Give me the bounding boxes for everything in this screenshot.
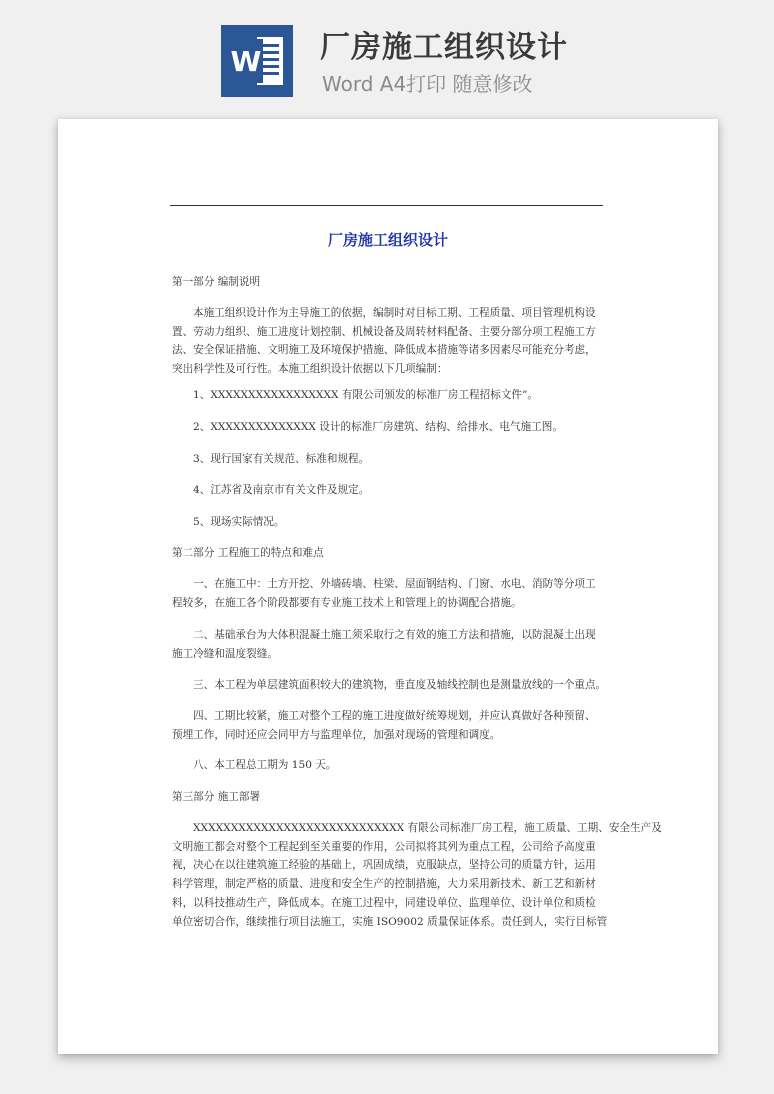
paragraph-line: 突出科学性及可行性。本施工组织设计依据以下几项编制： <box>172 363 448 376</box>
paragraph-line: 置、劳动力组织、施工进度计划控制、机械设备及周转材料配备、主要分部分项工程施工方 <box>172 325 596 338</box>
header-rule <box>170 205 603 206</box>
svg-text:W: W <box>230 45 262 78</box>
paragraph-line: 二、基础承台为大体积混凝土施工须采取行之有效的施工方法和措施，以防混凝土出现 <box>193 629 596 641</box>
paragraph-line: 预埋工作，同时还应会同甲方与监理单位，加强对现场的管理和调度。 <box>172 728 501 741</box>
basis-item: 1、XXXXXXXXXXXXXXXXX 有限公司颁发的标准厂房工程招标文件”。 <box>193 389 539 401</box>
part2-paragraph-2 <box>172 626 602 663</box>
paragraph-line: 程较多，在施工各个阶段都要有专业施工技术上和管理上的协调配合措施。 <box>172 596 522 609</box>
part2-heading: 第二部分 工程施工的特点和难点 <box>172 547 324 559</box>
part2-paragraph-1 <box>172 575 602 612</box>
watermark: ​ <box>88 502 108 526</box>
part2-paragraph-3 <box>172 676 607 695</box>
paragraph-line: 八、本工程总工期为 150 天。 <box>193 759 337 771</box>
part1-heading: 第一部分 编制说明 <box>172 276 261 288</box>
paragraph-line: 科学管理，制定严格的质量、进度和安全生产的控制措施，大力采用新技术、新工艺和新材 <box>172 878 596 891</box>
basis-item: 4、江苏省及南京市有关文件及规定。 <box>193 484 370 496</box>
paragraph-line: 文明施工都会对整个工程起到至关重要的作用，公司拟将其列为重点工程，公司给予高度重 <box>172 840 596 853</box>
paragraph-line: 单位密切合作，继续推行项目法施工，实施 ISO9002 质量保证体系。责任到人，实行目标管 <box>172 915 608 928</box>
part3-paragraph <box>172 819 662 931</box>
paragraph-line: 一、在施工中：土方开挖、外墙砖墙、柱梁、屋面钢结构、门窗、水电、消防等分项工 <box>193 578 596 590</box>
part1-paragraph <box>172 304 602 379</box>
paragraph-line: 视，决心在以往建筑施工经验的基础上，巩固成绩，克服缺点，坚持公司的质量方针，运用 <box>172 859 596 872</box>
paragraph-line: 四、工期比较紧，施工对整个工程的施工进度做好统筹规划，并应认真做好各种预留、 <box>193 710 596 722</box>
document-page <box>58 119 718 1054</box>
header-banner <box>0 0 774 112</box>
paragraph-line: 料，以科技推动生产，降低成本。在施工过程中，同建设单位、监理单位、设计单位和质检 <box>172 896 596 909</box>
paragraph-line: 施工冷缝和温度裂缝。 <box>172 647 278 660</box>
document-title: 厂房施工组织设计 <box>327 231 448 249</box>
paragraph-line: 本施工组织设计作为主导施工的依据，编制时对目标工期、工程质量、项目管理机构设 <box>193 307 596 319</box>
banner-title: 厂房施工组织设计 <box>320 30 568 65</box>
paragraph-line: 法、安全保证措施、文明施工及环境保护措施、降低成本措施等诸多因素尽可能充分考虑， <box>172 344 596 357</box>
paragraph-line: XXXXXXXXXXXXXXXXXXXXXXXXXXXX 有限公司标准厂房工程，施工质量、工期、安全生产及 <box>193 822 662 834</box>
basis-item: 5、现场实际情况。 <box>193 516 285 528</box>
part3-heading: 第三部分 施工部署 <box>172 791 261 803</box>
paragraph-line: 三、本工程为单层建筑面积较大的建筑物，垂直度及轴线控制也是测量放线的一个重点。 <box>193 679 607 691</box>
word-icon <box>221 25 293 97</box>
part2-paragraph-4 <box>172 707 602 744</box>
part2-paragraph-5 <box>172 756 602 775</box>
banner-subtitle: Word A4打印 随意修改 <box>322 72 533 96</box>
basis-item: 3、现行国家有关规范、标准和规程。 <box>193 453 370 465</box>
basis-item: 2、XXXXXXXXXXXXXX 设计的标准厂房建筑、结构、给排水、电气施工图。 <box>193 421 563 433</box>
